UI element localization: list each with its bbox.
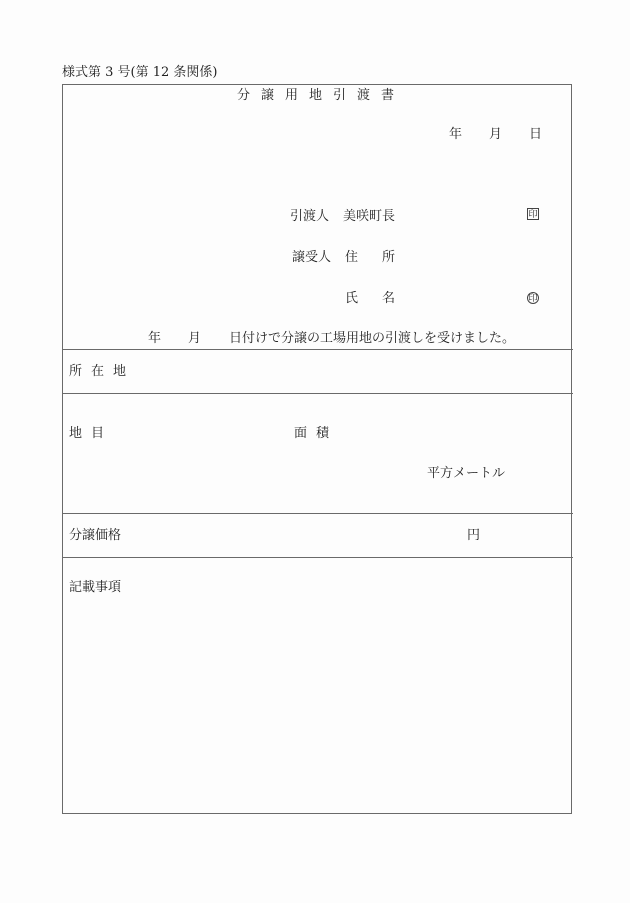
- address-label-1: 住: [345, 250, 359, 265]
- divider-line: [62, 557, 573, 558]
- date-day-label: 日: [529, 127, 543, 142]
- form-number-caption: 様式第 3 号(第 12 条関係): [62, 65, 218, 80]
- seal-circle-icon: 印: [528, 294, 538, 304]
- land-category-label: 地目: [69, 426, 114, 441]
- date-year-label: 年: [449, 127, 463, 142]
- land-category-field[interactable]: [120, 420, 280, 446]
- remarks-label: 記載事項: [69, 580, 122, 595]
- transferor-label: 引渡人: [290, 209, 330, 224]
- document-title: 分譲用地引渡書: [237, 88, 406, 103]
- statement-text: 日付けで分譲の工場用地の引渡しを受けました。: [229, 331, 516, 346]
- location-field[interactable]: [150, 358, 560, 384]
- area-label: 面積: [294, 426, 339, 441]
- transferee-address-field[interactable]: [400, 247, 550, 267]
- area-field[interactable]: [340, 450, 425, 476]
- statement-month-label: 月: [188, 331, 202, 346]
- transferor-name: 美咲町長: [343, 209, 396, 224]
- remarks-field[interactable]: [69, 600, 564, 805]
- location-label: 所在地: [69, 364, 136, 379]
- address-label-2: 所: [382, 250, 396, 265]
- statement-year-label: 年: [148, 331, 162, 346]
- transferee-name-field[interactable]: [400, 288, 520, 308]
- area-unit-label: 平方メートル: [427, 466, 506, 481]
- date-month-label: 月: [489, 127, 503, 142]
- price-field[interactable]: [150, 522, 460, 548]
- transferee-label: 譲受人: [292, 250, 332, 265]
- price-unit-label: 円: [467, 528, 481, 543]
- seal-square-icon: 印: [528, 210, 538, 220]
- divider-line: [62, 513, 573, 514]
- divider-line: [62, 349, 573, 350]
- name-label-2: 名: [382, 291, 396, 306]
- name-label-1: 氏: [345, 291, 359, 306]
- price-label: 分譲価格: [69, 528, 122, 543]
- divider-line: [62, 393, 573, 394]
